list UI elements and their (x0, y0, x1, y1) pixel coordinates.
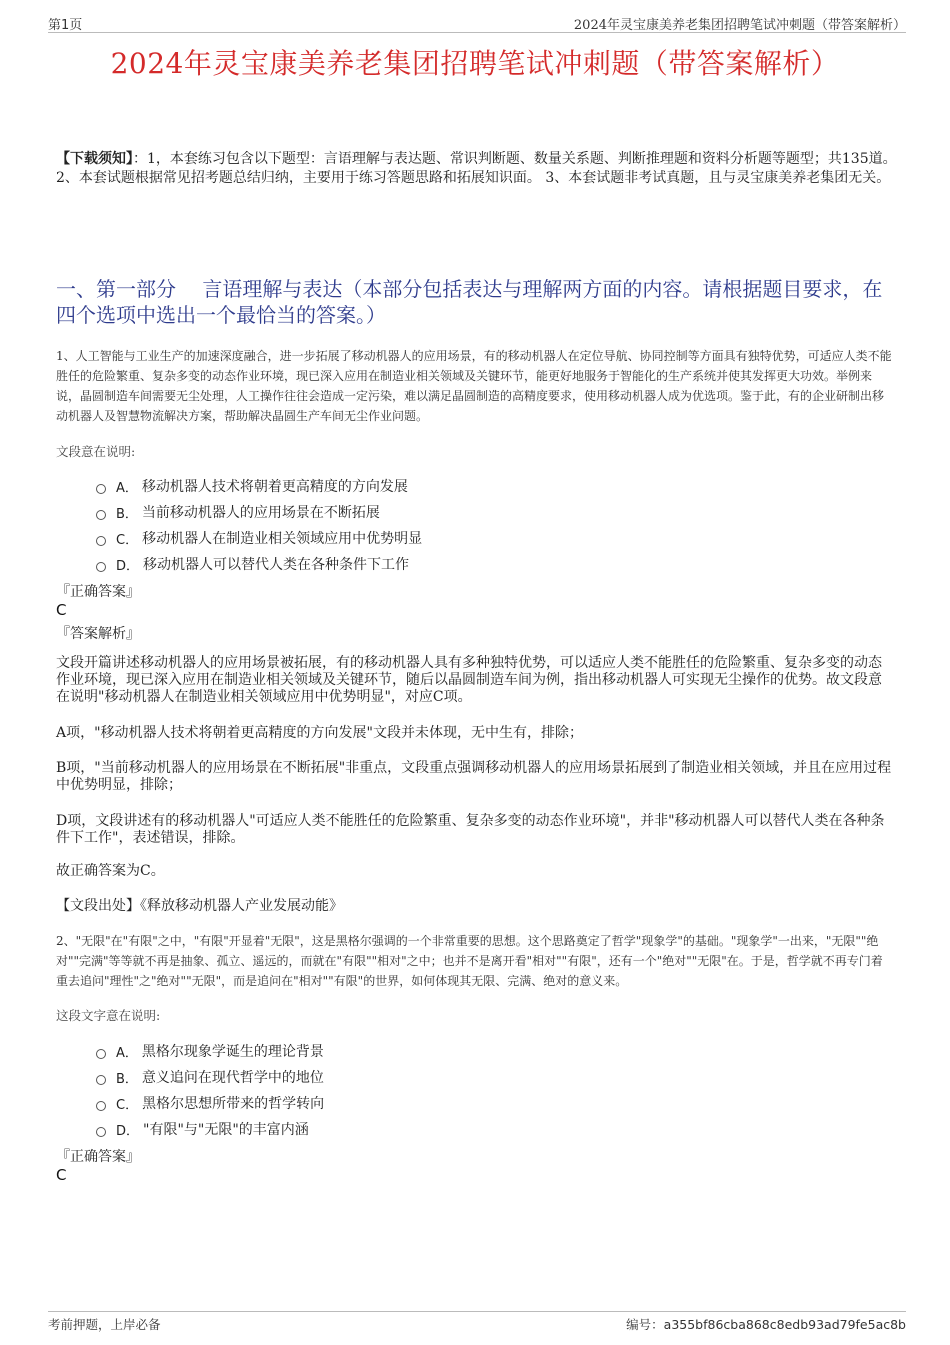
question-1-option-b[interactable]: B． 当前移动机器人的应用场景在不断拓展 (96, 499, 422, 525)
question-1-option-a[interactable]: A． 移动机器人技术将朝着更高精度的方向发展 (96, 473, 422, 499)
radio-icon[interactable] (96, 562, 106, 572)
question-1-options (96, 473, 422, 577)
radio-icon[interactable] (96, 536, 106, 546)
radio-icon[interactable] (96, 1075, 106, 1085)
question-2-option-a[interactable]: A． 黑格尔现象学诞生的理论背景 (96, 1038, 324, 1064)
question-1-option-c[interactable]: C． 移动机器人在制造业相关领域应用中优势明显 (96, 525, 422, 551)
question-1-analysis-p3: B项，"当前移动机器人的应用场景在不断拓展"非重点，文段重点强调移动机器人的应用场景拓展到了制造业相关领域，并且在应用过程中优势明显，排除； (56, 760, 892, 793)
question-1-answer-label: 『正确答案』 (56, 584, 140, 600)
footer-code-label: 编号： (626, 1317, 664, 1332)
radio-icon[interactable] (96, 510, 106, 520)
question-2-option-d[interactable]: D． "有限"与"无限"的丰富内涵 (96, 1116, 324, 1142)
question-1-source: 【文段出处】《释放移动机器人产业发展动能》 (56, 898, 343, 914)
question-1-text: 1、人工智能与工业生产的加速深度融合，进一步拓展了移动机器人的应用场景，有的移动机器人在定位导航、协同控制等方面具有独特优势，可适应人类不能胜任的危险繁重、复杂多变的动态作业环境，现已深入应用在制造业相关领域及关键环节，能更好地服务于智能化的生产系统并使其发挥更大功效。举例来说，晶圆制造车间需要无尘处理，人工操作往往会造成一定污染，难以满足晶圆制造的高精度要求，使用移动机器人成为优选项。鉴于此，有的企业研制出移动机器人及智慧物流解决方案，帮助解决晶圆生产车间无尘作业问题。 (56, 349, 892, 423)
question-2-prompt: 这段文字意在说明: (56, 1008, 161, 1023)
radio-icon[interactable] (96, 1049, 106, 1059)
page-footer (48, 1311, 906, 1334)
question-1-analysis-p2: A项，"移动机器人技术将朝着更高精度的方向发展"文段并未体现，无中生有，排除； (56, 725, 583, 741)
footer-code (626, 1315, 906, 1333)
footer-slogan: 考前押题，上岸必备 (48, 1317, 161, 1332)
question-2-options (96, 1038, 324, 1142)
page-header (48, 12, 906, 33)
question-1-answer: C (56, 601, 67, 619)
question-2-answer: C (56, 1166, 67, 1184)
header-doc-title: 2024年灵宝康美养老集团招聘笔试冲刺题（带答案解析） (573, 18, 906, 33)
question-2-option-c[interactable]: C． 黑格尔思想所带来的哲学转向 (96, 1090, 324, 1116)
notice-label: 【下载须知】 (56, 151, 133, 167)
section-heading: 一、第一部分 言语理解与表达（本部分包括表达与理解两方面的内容。请根据题目要求，在四个选项中选出一个最恰当的答案。） (56, 277, 883, 327)
question-1-analysis-p1: 文段开篇讲述移动机器人的应用场景被拓展，有的移动机器人具有多种独特优势，可以适应人类不能胜任的危险繁重、复杂多变的动态作业环境，现已深入应用在制造业相关领域及关键环节，随后以晶圆制造车间为例，指出移动机器人可实现无尘操作的优势。故文段意在说明"移动机器人在制造业相关领域应用中优势明显"，对应C项。 (56, 655, 882, 705)
download-notice (56, 150, 900, 188)
question-1-analysis-p4: D项，文段讲述有的移动机器人"可适应人类不能胜任的危险繁重、复杂多变的动态作业环境"，并非"移动机器人可以替代人类在各种条件下工作"，表述错误，排除。 (56, 813, 885, 846)
page-number: 第1页 (48, 18, 83, 33)
question-1-prompt: 文段意在说明: (56, 444, 136, 459)
notice-text: ：1，本套练习包含以下题型：言语理解与表达题、常识判断题、数量关系题、判断推理题和资料分析题等题型；共135道。 2、本套试题根据常见招考题总结归纳，主要用于练习答题思路和拓展知识面。 3、本套试题非考试真题，且与灵宝康美养老集团无关。 (56, 151, 897, 186)
question-2-text: 2、"无限"在"有限"之中，"有限"开显着"无限"，这是黑格尔强调的一个非常重要的思想。这个思路奠定了哲学"现象学"的基础。"现象学"一出来，"无限""绝对""完满"等等就不再是抽象、孤立、遥远的，而就在"有限""相对"之中；也并不是离开看"相对""有限"，还有一个"绝对""无限"在。于是，哲学就不再专门着重去追问"理性"之"绝对""无限"，而是追问在"相对""有限"的世界，如何体现其无限、完满、绝对的意义来。 (56, 934, 883, 988)
radio-icon[interactable] (96, 1127, 106, 1137)
question-1-option-d[interactable]: D． 移动机器人可以替代人类在各种条件下工作 (96, 551, 422, 577)
question-2-answer-label: 『正确答案』 (56, 1149, 140, 1165)
question-2-option-b[interactable]: B． 意义追问在现代哲学中的地位 (96, 1064, 324, 1090)
question-1-analysis-label: 『答案解析』 (56, 626, 140, 642)
document-title: 2024年灵宝康美养老集团招聘笔试冲刺题（带答案解析） (110, 47, 840, 80)
footer-code-value: a355bf86cba868c8edb93ad79fe5ac8b (663, 1317, 906, 1332)
radio-icon[interactable] (96, 1101, 106, 1111)
radio-icon[interactable] (96, 484, 106, 494)
question-1-analysis-p5: 故正确答案为C。 (56, 863, 165, 879)
